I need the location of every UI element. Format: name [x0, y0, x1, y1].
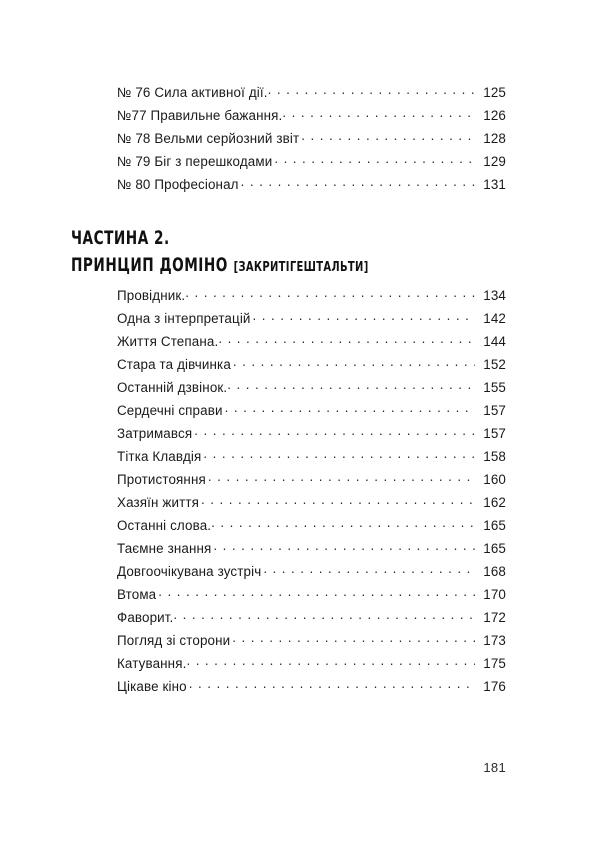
toc-group-bottom [117, 287, 506, 701]
toc-entry-page-number: 134 [483, 288, 506, 304]
dot-leader [263, 563, 475, 576]
toc-entry[interactable] [117, 494, 506, 517]
toc-entry[interactable] [117, 448, 506, 471]
toc-entry-title: Сердечні справи [117, 403, 223, 419]
toc-entry-title: Останній дзвінок. [117, 380, 228, 396]
toc-entry-title: Катування. [117, 656, 187, 672]
toc-entry[interactable] [117, 471, 506, 494]
dot-leader [218, 333, 475, 346]
dot-leader [203, 448, 475, 461]
toc-entry-page-number: 142 [483, 311, 506, 327]
dot-leader [301, 130, 475, 143]
toc-entry-page-number: 126 [483, 108, 506, 124]
toc-entry-page-number: 168 [483, 564, 506, 580]
toc-entry[interactable] [117, 609, 506, 632]
part-heading-title: ПРИНЦИП ДОМІНО [71, 255, 228, 276]
toc-entry-page-number: 176 [483, 679, 506, 695]
toc-entry-page-number: 160 [483, 472, 506, 488]
toc-entry[interactable] [117, 678, 506, 701]
toc-entry[interactable] [117, 379, 506, 402]
dot-leader [186, 655, 475, 668]
part-heading [71, 228, 521, 278]
toc-entry[interactable] [117, 176, 506, 199]
dot-leader [233, 356, 475, 369]
dot-leader [253, 310, 475, 323]
dot-leader [282, 107, 475, 120]
dot-leader [201, 494, 475, 507]
toc-entry-title: Затримався [117, 426, 193, 442]
toc-entry-page-number: 165 [483, 541, 506, 557]
dot-leader [225, 402, 475, 415]
toc-entry-title: Таємне знання [117, 541, 212, 557]
toc-entry[interactable] [117, 107, 506, 130]
toc-entry[interactable] [117, 310, 506, 333]
dot-leader [173, 609, 475, 622]
toc-entry-title: № 80 Професіонал [117, 177, 239, 193]
dot-leader [241, 176, 475, 189]
toc-entry[interactable] [117, 540, 506, 563]
toc-entry-title: Останні слова. [117, 518, 212, 534]
toc-entry-title: № 79 Біг з перешкодами [117, 154, 273, 170]
dot-leader [268, 84, 475, 97]
dot-leader [194, 425, 475, 438]
toc-entry[interactable] [117, 153, 506, 176]
toc-entry-title: Стара та дівчинка [117, 357, 231, 373]
toc-entry[interactable] [117, 130, 506, 153]
toc-entry-page-number: 165 [483, 518, 506, 534]
toc-entry-page-number: 158 [483, 449, 506, 465]
dot-leader [211, 517, 475, 530]
toc-entry-title: Тітка Клавдія [117, 449, 202, 465]
toc-entry[interactable] [117, 563, 506, 586]
toc-entry-page-number: 175 [483, 656, 506, 672]
toc-entry-page-number: 157 [483, 426, 506, 442]
toc-entry-page-number: 173 [483, 633, 506, 649]
toc-entry-page-number: 152 [483, 357, 506, 373]
toc-entry-page-number: 155 [483, 380, 506, 396]
toc-entry-title: Провідник. [117, 288, 186, 304]
toc-entry-page-number: 125 [483, 85, 506, 101]
toc-entry[interactable] [117, 333, 506, 356]
toc-entry-page-number: 162 [483, 495, 506, 511]
toc-entry[interactable] [117, 84, 506, 107]
page-number: 181 [483, 760, 506, 775]
toc-entry-title: № 78 Вельми серйозний звіт [117, 131, 300, 147]
part-heading-subtitle: [ЗАКРИТІГЕШТАЛЬТИ] [233, 259, 369, 275]
part-heading-line-1: ЧАСТИНА 2. [71, 228, 170, 249]
toc-entry[interactable] [117, 517, 506, 540]
toc-entry[interactable] [117, 287, 506, 310]
toc-entry-title: №77 Правильне бажання. [117, 108, 283, 124]
part-heading-line-2 [71, 255, 440, 278]
toc-entry-title: Життя Степана. [117, 334, 219, 350]
toc-entry-page-number: 128 [483, 131, 506, 147]
dot-leader [213, 540, 475, 553]
dot-leader [185, 287, 475, 300]
toc-entry-title: Фаворит. [117, 610, 174, 626]
toc-entry-page-number: 144 [483, 334, 506, 350]
toc-entry-title: Одна з інтерпретацій [117, 311, 251, 327]
toc-entry-title: Протистояння [117, 472, 206, 488]
toc-entry[interactable] [117, 402, 506, 425]
toc-entry-title: Цікаве кіно [117, 679, 187, 695]
toc-entry-page-number: 129 [483, 154, 506, 170]
toc-group-top [117, 84, 506, 199]
toc-entry-title: Погляд зі сторони [117, 633, 231, 649]
toc-entry[interactable] [117, 586, 506, 609]
dot-leader [208, 471, 475, 484]
toc-entry[interactable] [117, 425, 506, 448]
toc-entry-page-number: 170 [483, 587, 506, 603]
toc-entry-page-number: 172 [483, 610, 506, 626]
toc-entry-title: Втома [117, 587, 157, 603]
dot-leader [189, 678, 475, 691]
toc-entry[interactable] [117, 655, 506, 678]
toc-entry-title: Довгоочікувана зустріч [117, 564, 262, 580]
toc-entry-page-number: 131 [483, 177, 506, 193]
toc-entry[interactable] [117, 356, 506, 379]
dot-leader [232, 632, 475, 645]
toc-entry-page-number: 157 [483, 403, 506, 419]
dot-leader [158, 586, 475, 599]
toc-entry[interactable] [117, 632, 506, 655]
dot-leader [274, 153, 475, 166]
toc-entry-title: № 76 Сила активної дії. [117, 85, 268, 101]
toc-entry-title: Хазяїн життя [117, 495, 200, 511]
dot-leader [227, 379, 475, 392]
